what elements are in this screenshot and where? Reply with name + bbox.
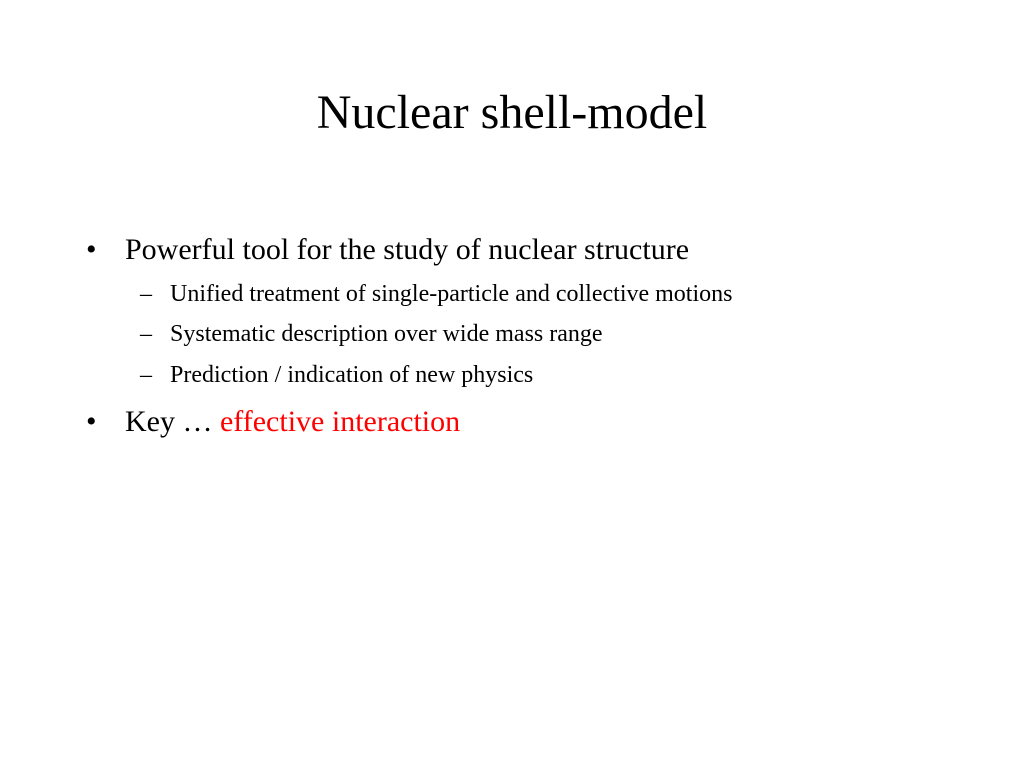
bullet-item-key [86, 402, 460, 442]
subitem-text: Systematic description over wide mass range [170, 321, 603, 347]
dash-marker: – [140, 281, 152, 307]
bullet-item-powerful-tool [86, 230, 689, 270]
subitem-prediction [140, 359, 533, 391]
subitem-text: Prediction / indication of new physics [170, 362, 534, 388]
highlight-text: effective interaction [219, 405, 461, 438]
subitem-systematic-description [140, 318, 603, 350]
bullet-marker: • [86, 233, 97, 266]
subitem-text: Unified treatment of single-particle and collective motions [170, 281, 733, 307]
dash-marker: – [140, 362, 152, 388]
bullet-marker: • [86, 405, 97, 438]
subitem-unified-treatment [140, 278, 732, 310]
slide-title: Nuclear shell-model [316, 86, 708, 139]
bullet-text: Powerful tool for the study of nuclear structure [125, 233, 690, 266]
bullet-text: Key … [125, 405, 220, 438]
dash-marker: – [140, 321, 152, 347]
